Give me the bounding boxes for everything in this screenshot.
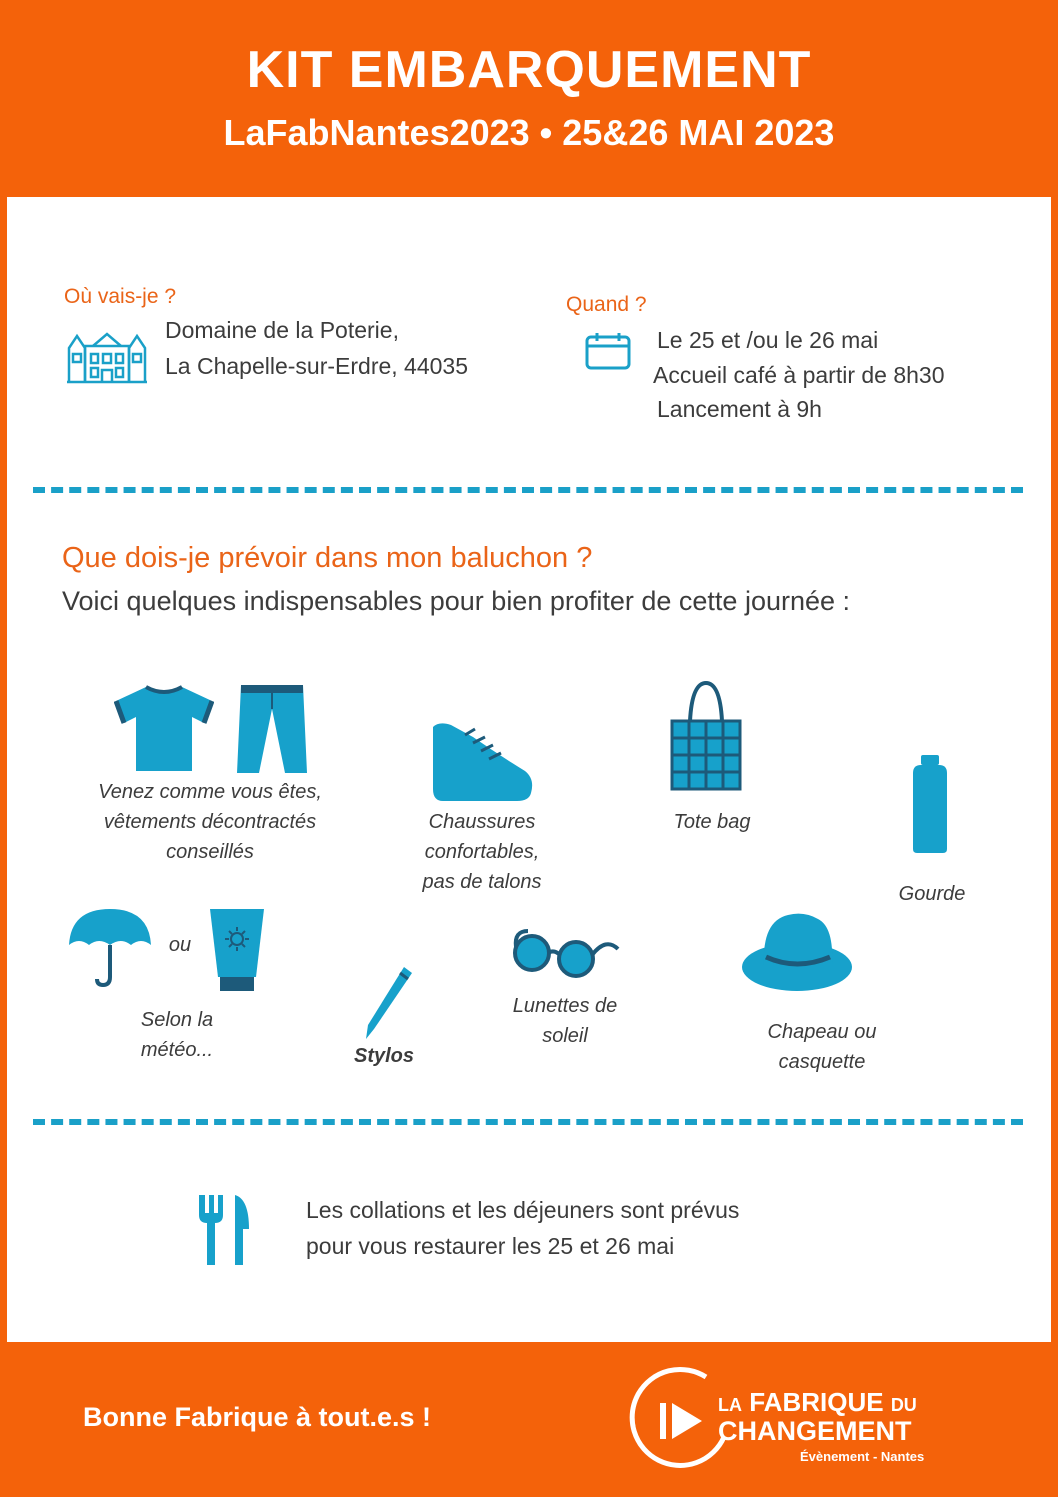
when-heading: Quand ? — [566, 293, 647, 316]
weather-caption: Selon la météo... — [140, 1009, 214, 1061]
logo-line-2: CHANGEMENT — [718, 1416, 912, 1446]
page-subtitle: LaFabNantes2023 • 25&26 MAI 2023 — [223, 112, 835, 153]
logo-line-3: Évènement - Nantes — [800, 1449, 925, 1464]
when-line-1: Le 25 et /ou le 26 mai — [657, 327, 879, 353]
meals-line-2: pour vous restaurer les 25 et 26 mai — [306, 1233, 675, 1259]
where-line-1: Domaine de la Poterie, — [165, 317, 399, 343]
calendar-icon — [585, 331, 631, 371]
packing-heading: Que dois-je prévoir dans mon baluchon ? — [62, 542, 593, 574]
where-heading: Où vais-je ? — [64, 285, 177, 308]
tote-bag-icon — [668, 681, 744, 793]
tshirt-icon — [114, 683, 214, 773]
cutlery-icon — [197, 1193, 251, 1267]
when-line-2: Accueil café à partir de 8h30 — [653, 362, 945, 388]
content-card — [7, 197, 1051, 1342]
glasses-caption: Lunettes de soleil — [512, 995, 618, 1047]
bottle-caption: Gourde — [898, 883, 966, 905]
tote-caption: Tote bag — [673, 811, 751, 833]
divider-1 — [33, 487, 1023, 493]
or-label: ou — [168, 934, 192, 956]
packing-intro: Voici quelques indispensables pour bien profiter de cette journée : — [62, 586, 851, 616]
clothes-caption: Venez comme vous êtes, vêtements décontractés conseillés — [98, 781, 322, 863]
sunglasses-icon — [510, 925, 620, 981]
water-bottle-icon — [909, 753, 951, 855]
shoes-caption: Chaussures confortables, pas de talons — [422, 811, 542, 893]
sunscreen-icon — [208, 907, 266, 993]
page-title: KIT EMBARQUEMENT — [246, 41, 812, 99]
sneaker-icon — [429, 719, 535, 803]
divider-2 — [33, 1119, 1023, 1125]
jeans-icon — [235, 683, 309, 775]
where-line-2: La Chapelle-sur-Erdre, 44035 — [165, 353, 469, 379]
footer-message: Bonne Fabrique à tout.e.s ! — [83, 1402, 432, 1432]
meals-line-1: Les collations et les déjeuners sont prévus — [306, 1197, 740, 1223]
pen-icon — [364, 965, 414, 1041]
umbrella-icon — [67, 907, 153, 989]
castle-icon — [65, 328, 149, 384]
la-fabrique-du-changement-logo — [628, 1365, 968, 1475]
pens-caption: Stylos — [353, 1045, 415, 1067]
hat-caption: Chapeau ou casquette — [767, 1021, 877, 1073]
when-line-3: Lancement à 9h — [657, 396, 822, 422]
logo-line-1: LA FABRIQUE DU — [718, 1387, 917, 1417]
hat-icon — [740, 911, 854, 993]
header-banner — [0, 0, 1058, 196]
